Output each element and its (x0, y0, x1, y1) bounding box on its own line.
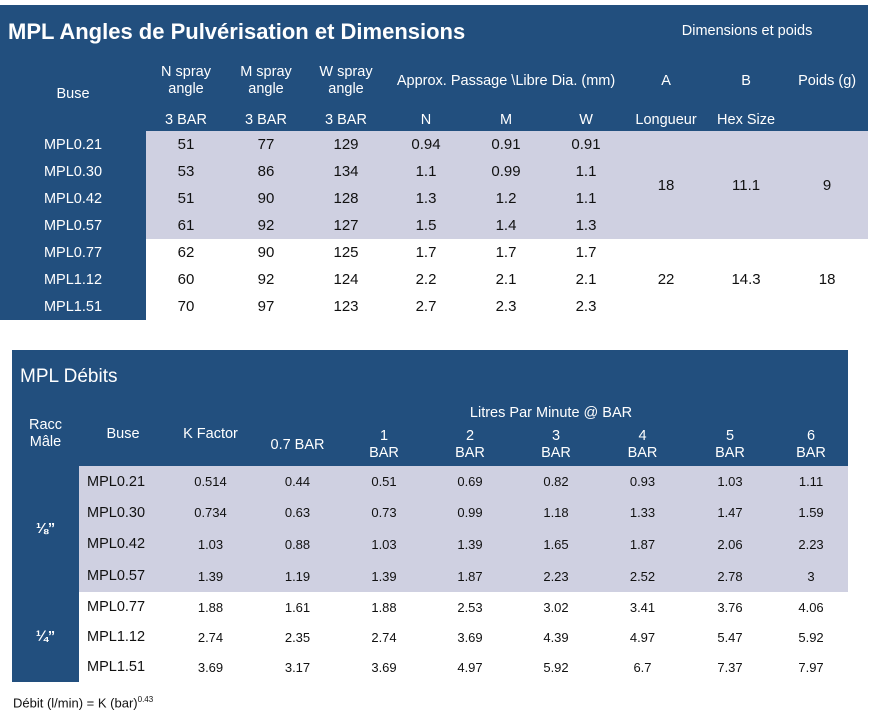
flow-cell: 4.06 (774, 592, 848, 622)
poids-unit-header (786, 104, 868, 131)
k-factor-cell: 3.69 (167, 652, 254, 682)
passage-n-cell: 2.7 (386, 293, 466, 320)
w-angle-cell: 123 (306, 293, 386, 320)
table2-title: MPL Débits (20, 365, 118, 387)
longueur-cell: 22 (626, 239, 706, 320)
buse-cell: MPL0.42 (0, 185, 146, 212)
buse-cell: MPL1.12 (0, 266, 146, 293)
k-factor-cell: 0.514 (167, 466, 254, 497)
col-passage-header: Approx. Passage \Libre Dia. (mm) (396, 72, 616, 89)
w-angle-cell: 125 (306, 239, 386, 266)
col-w-spray-header: W spray angle (319, 64, 373, 97)
passage-n-header: N (420, 112, 432, 128)
bar-1-header: 1 BAR (369, 428, 399, 461)
flow-cell: 2.78 (686, 560, 774, 592)
flow-cell: 3.17 (254, 652, 341, 682)
passage-w-cell: 0.91 (546, 131, 626, 158)
w-angle-cell: 134 (306, 158, 386, 185)
flow-cell: 3.69 (341, 652, 427, 682)
w-angle-cell: 128 (306, 185, 386, 212)
m-angle-cell: 90 (226, 239, 306, 266)
col-a-header: A (661, 72, 671, 89)
k-factor-cell: 2.74 (167, 622, 254, 652)
flow-cell: 1.03 (341, 528, 427, 560)
w-angle-cell: 127 (306, 212, 386, 239)
passage-n-cell: 1.1 (386, 158, 466, 185)
flow-cell: 1.11 (774, 466, 848, 497)
bar-6-header: 6 BAR (796, 428, 826, 461)
flow-cell: 1.33 (599, 497, 686, 528)
flow-cell: 1.47 (686, 497, 774, 528)
flow-cell: 0.88 (254, 528, 341, 560)
flow-cell: 1.87 (427, 560, 513, 592)
bar-3-header: 3 BAR (541, 428, 571, 461)
flow-cell: 0.99 (427, 497, 513, 528)
passage-m-cell: 2.1 (466, 266, 546, 293)
w-angle-cell: 124 (306, 266, 386, 293)
m-pressure-header: 3 BAR (245, 112, 287, 128)
col-racc-header: Racc Mâle (28, 417, 63, 450)
w-pressure-header: 3 BAR (325, 112, 367, 128)
flow-cell: 3.69 (427, 622, 513, 652)
passage-m-cell: 0.91 (466, 131, 546, 158)
flow-cell: 2.23 (774, 528, 848, 560)
longueur-cell: 18 (626, 131, 706, 239)
flow-cell: 1.39 (341, 560, 427, 592)
m-angle-cell: 77 (226, 131, 306, 158)
flow-cell: 0.44 (254, 466, 341, 497)
flow-cell: 2.53 (427, 592, 513, 622)
flow-cell: 3.02 (513, 592, 599, 622)
flow-cell: 2.06 (686, 528, 774, 560)
passage-m-cell: 0.99 (466, 158, 546, 185)
table-row (12, 622, 848, 652)
k-factor-cell: 1.39 (167, 560, 254, 592)
lpm-header: Litres Par Minute @ BAR (469, 404, 633, 421)
flow-cell: 1.61 (254, 592, 341, 622)
col-m-spray-header: M spray angle (240, 64, 292, 97)
bar-0-7-header: 0.7 BAR (270, 436, 325, 453)
table-row (12, 466, 848, 497)
flow-cell: 4.97 (599, 622, 686, 652)
table-row (12, 497, 848, 528)
buse-cell: MPL0.21 (0, 131, 146, 158)
flow-cell: 7.97 (774, 652, 848, 682)
buse-cell: MPL0.30 (0, 158, 146, 185)
col-b-header: B (741, 72, 751, 89)
racc-cell: ⅛” (12, 466, 79, 592)
m-angle-cell: 97 (226, 293, 306, 320)
flow-cell: 7.37 (686, 652, 774, 682)
m-angle-cell: 92 (226, 266, 306, 293)
flow-cell: 0.63 (254, 497, 341, 528)
flow-cell: 3.76 (686, 592, 774, 622)
formula-text: Débit (l/min) = K (bar) (13, 695, 138, 711)
flow-cell: 0.69 (427, 466, 513, 497)
spray-angles-dimensions-table (0, 5, 868, 320)
table-row (12, 652, 848, 682)
table-row (0, 131, 868, 158)
passage-w-header: W (579, 112, 593, 128)
col-buse-header: Buse (56, 86, 90, 102)
flow-cell: 6.7 (599, 652, 686, 682)
flow-cell: 1.87 (599, 528, 686, 560)
buse-cell: MPL1.51 (79, 652, 167, 682)
racc-cell: ¼” (12, 592, 79, 682)
n-angle-cell: 51 (146, 185, 226, 212)
w-angle-cell: 129 (306, 131, 386, 158)
passage-w-cell: 2.1 (546, 266, 626, 293)
passage-m-cell: 1.4 (466, 212, 546, 239)
passage-n-cell: 0.94 (386, 131, 466, 158)
hex-size-cell: 11.1 (706, 131, 786, 239)
m-angle-cell: 86 (226, 158, 306, 185)
bar-2-header: 2 BAR (455, 428, 485, 461)
passage-m-header: M (499, 112, 513, 128)
flow-cell: 0.93 (599, 466, 686, 497)
k-factor-cell: 1.03 (167, 528, 254, 560)
n-angle-cell: 53 (146, 158, 226, 185)
col-k-factor-header: K Factor (183, 425, 238, 442)
n-angle-cell: 51 (146, 131, 226, 158)
col-buse-header: Buse (106, 425, 140, 442)
buse-cell: MPL0.30 (79, 497, 167, 528)
passage-m-cell: 1.7 (466, 239, 546, 266)
flow-cell: 5.92 (513, 652, 599, 682)
passage-n-cell: 1.5 (386, 212, 466, 239)
passage-w-cell: 1.1 (546, 185, 626, 212)
passage-n-cell: 2.2 (386, 266, 466, 293)
passage-w-cell: 1.7 (546, 239, 626, 266)
table-row (12, 560, 848, 592)
passage-w-cell: 2.3 (546, 293, 626, 320)
flow-cell: 1.65 (513, 528, 599, 560)
n-angle-cell: 62 (146, 239, 226, 266)
flow-cell: 4.39 (513, 622, 599, 652)
col-n-spray-header: N spray angle (161, 64, 211, 97)
formula-exponent: 0.43 (137, 695, 154, 704)
flow-cell: 1.59 (774, 497, 848, 528)
poids-cell: 9 (786, 131, 868, 239)
flow-cell: 1.19 (254, 560, 341, 592)
hex-size-header: Hex Size (717, 112, 776, 128)
flow-cell: 2.52 (599, 560, 686, 592)
table-row (12, 528, 848, 560)
flow-cell: 5.47 (686, 622, 774, 652)
flow-cell: 5.92 (774, 622, 848, 652)
passage-m-cell: 1.2 (466, 185, 546, 212)
buse-cell: MPL0.42 (79, 528, 167, 560)
hex-size-cell: 14.3 (706, 239, 786, 320)
flow-cell: 1.03 (686, 466, 774, 497)
flow-cell: 1.18 (513, 497, 599, 528)
table-row (12, 592, 848, 622)
k-factor-cell: 1.88 (167, 592, 254, 622)
flow-cell: 3 (774, 560, 848, 592)
passage-n-cell: 1.3 (386, 185, 466, 212)
table1-title: MPL Angles de Pulvérisation et Dimensions (8, 19, 466, 44)
poids-cell: 18 (786, 239, 868, 320)
flow-cell: 2.23 (513, 560, 599, 592)
n-pressure-header: 3 BAR (165, 112, 207, 128)
bar-4-header: 4 BAR (627, 428, 658, 461)
flow-cell: 0.82 (513, 466, 599, 497)
flow-formula (13, 695, 153, 710)
buse-cell: MPL0.57 (0, 212, 146, 239)
buse-cell: MPL1.12 (79, 622, 167, 652)
flow-cell: 3.41 (599, 592, 686, 622)
passage-w-cell: 1.3 (546, 212, 626, 239)
buse-cell: MPL0.57 (79, 560, 167, 592)
longueur-header: Longueur (635, 112, 697, 128)
n-angle-cell: 70 (146, 293, 226, 320)
buse-cell: MPL0.21 (79, 466, 167, 497)
flow-rates-table (12, 350, 848, 682)
m-angle-cell: 92 (226, 212, 306, 239)
passage-n-cell: 1.7 (386, 239, 466, 266)
flow-cell: 4.97 (427, 652, 513, 682)
buse-cell: MPL0.77 (79, 592, 167, 622)
flow-cell: 1.39 (427, 528, 513, 560)
passage-w-cell: 1.1 (546, 158, 626, 185)
flow-cell: 2.35 (254, 622, 341, 652)
flow-cell: 0.51 (341, 466, 427, 497)
bar-5-header: 5 BAR (715, 428, 745, 461)
dimensions-title: Dimensions et poids (681, 23, 813, 39)
n-angle-cell: 61 (146, 212, 226, 239)
passage-m-cell: 2.3 (466, 293, 546, 320)
flow-cell: 0.73 (341, 497, 427, 528)
flow-cell: 2.74 (341, 622, 427, 652)
buse-cell: MPL1.51 (0, 293, 146, 320)
m-angle-cell: 90 (226, 185, 306, 212)
col-poids-header: Poids (g) (798, 72, 857, 89)
buse-cell: MPL0.77 (0, 239, 146, 266)
n-angle-cell: 60 (146, 266, 226, 293)
table-row (0, 239, 868, 266)
k-factor-cell: 0.734 (167, 497, 254, 528)
flow-cell: 1.88 (341, 592, 427, 622)
